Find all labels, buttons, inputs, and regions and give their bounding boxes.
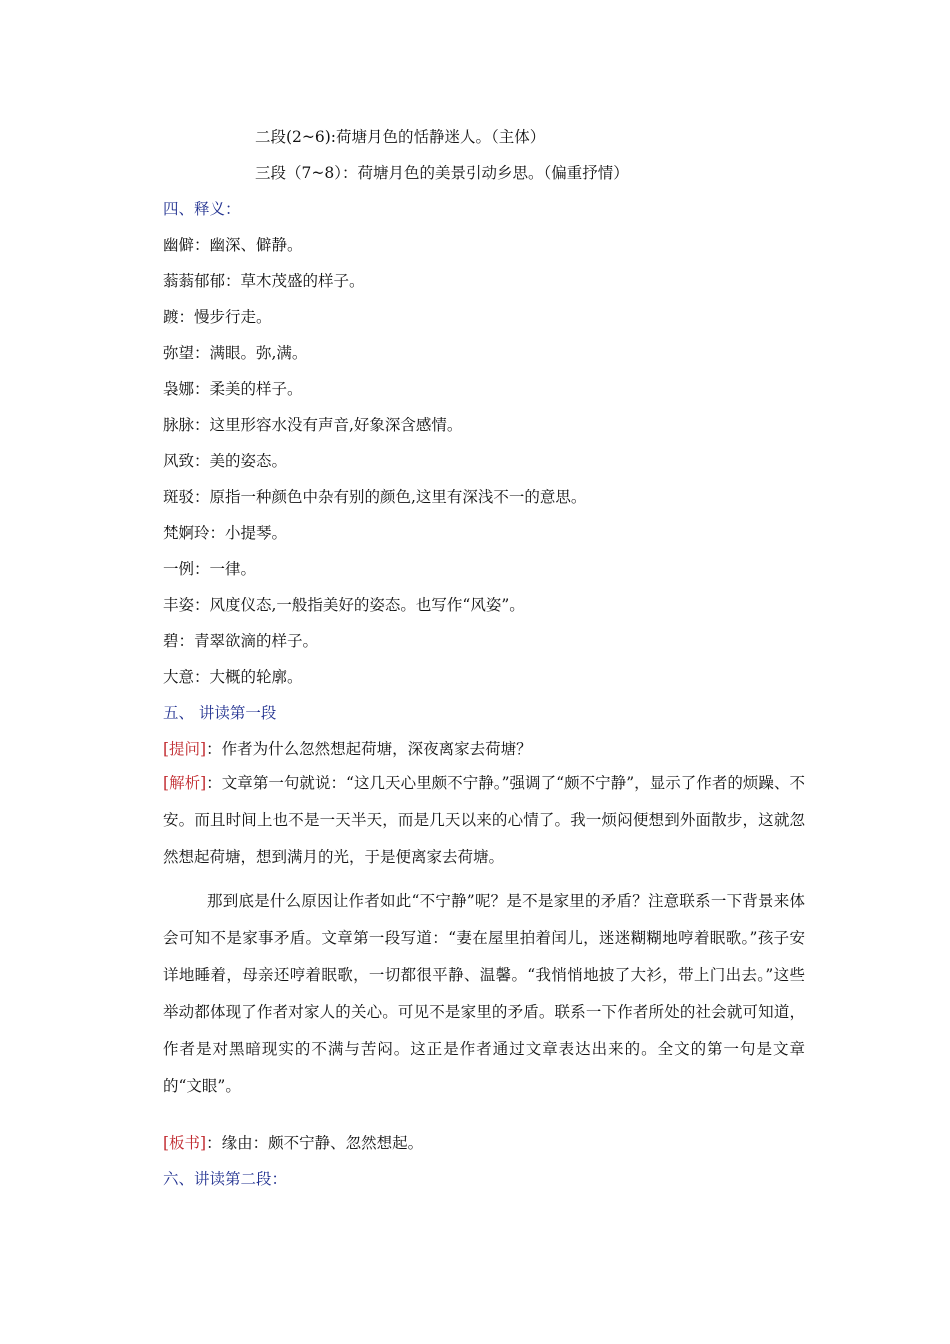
glossary-item: 梵婀玲：小提琴。	[163, 524, 288, 542]
glossary-item: 一例：一律。	[163, 560, 257, 578]
board-tag: [板书]	[163, 1134, 207, 1152]
glossary-item: 袅娜：柔美的样子。	[163, 380, 303, 398]
glossary-item: 幽僻：幽深、僻静。	[163, 236, 303, 254]
glossary-item: 弥望：满眼。弥,满。	[163, 344, 308, 362]
question-line	[163, 739, 532, 759]
glossary-item: 丰姿：风度仪态,一般指美好的姿态。也写作“风姿”。	[163, 596, 525, 614]
glossary-item: 大意：大概的轮廓。	[163, 668, 303, 686]
outline-section-2: 二段(2~6):荷塘月色的恬静迷人。（主体）	[255, 128, 546, 146]
glossary-item: 斑驳：原指一种颜色中杂有别的颜色,这里有深浅不一的意思。	[163, 488, 587, 506]
outline-section-3: 三段（7~8）：荷塘月色的美景引动乡思。（偏重抒情）	[255, 164, 629, 182]
glossary-item: 脉脉：这里形容水没有声音,好象深含感情。	[163, 416, 463, 434]
glossary-item: 踱：慢步行走。	[163, 308, 272, 326]
analysis-text: ：文章第一句就说：“这几天心里颇不宁静。”强调了“颇不宁静”，显示了作者的烦躁、不安。而且时间上也不是一天半天，而是几天以来的心情了。我一烦闷便想到外面散步，这就忽然想起荷塘，想到满月的光，于是便离家去荷塘。	[163, 774, 805, 866]
glossary-heading: 四、释义：	[163, 200, 241, 218]
glossary-item: 风致：美的姿态。	[163, 452, 288, 470]
analysis-tag: [解析]	[163, 774, 207, 792]
analysis-paragraph	[163, 765, 805, 876]
background-text: 那到底是什么原因让作者如此“不宁静”呢？是不是家里的矛盾？注意联系一下背景来体会可知不是家事矛盾。文章第一段写道：“妻在屋里拍着闰儿，迷迷糊糊地哼着眠歌。”孩子安详地睡着，母亲还哼着眠歌，一切都很平静、温馨。“我悄悄地披了大衫，带上门出去。”这些举动都体现了作者对家人的关心。可见不是家里的矛盾。联系一下作者所处的社会就可知道，作者是对黑暗现实的不满与苦闷。这正是作者通过文章表达出来的。全文的第一句是文章的“文眼”。	[163, 892, 805, 1095]
section-5-heading: 五、 讲读第一段	[163, 704, 277, 722]
board-text: ：缘由：颇不宁静、忽然想起。	[206, 1134, 424, 1152]
section-6-heading: 六、讲读第二段：	[163, 1170, 288, 1188]
question-tag: [提问]	[163, 740, 207, 758]
glossary-item: 蓊蓊郁郁：草木茂盛的样子。	[163, 272, 365, 290]
question-text: ：作者为什么忽然想起荷塘，深夜离家去荷塘？	[206, 740, 532, 758]
glossary-item: 碧：青翠欲滴的样子。	[163, 632, 319, 650]
background-paragraph	[163, 883, 805, 1105]
board-line	[163, 1133, 423, 1153]
